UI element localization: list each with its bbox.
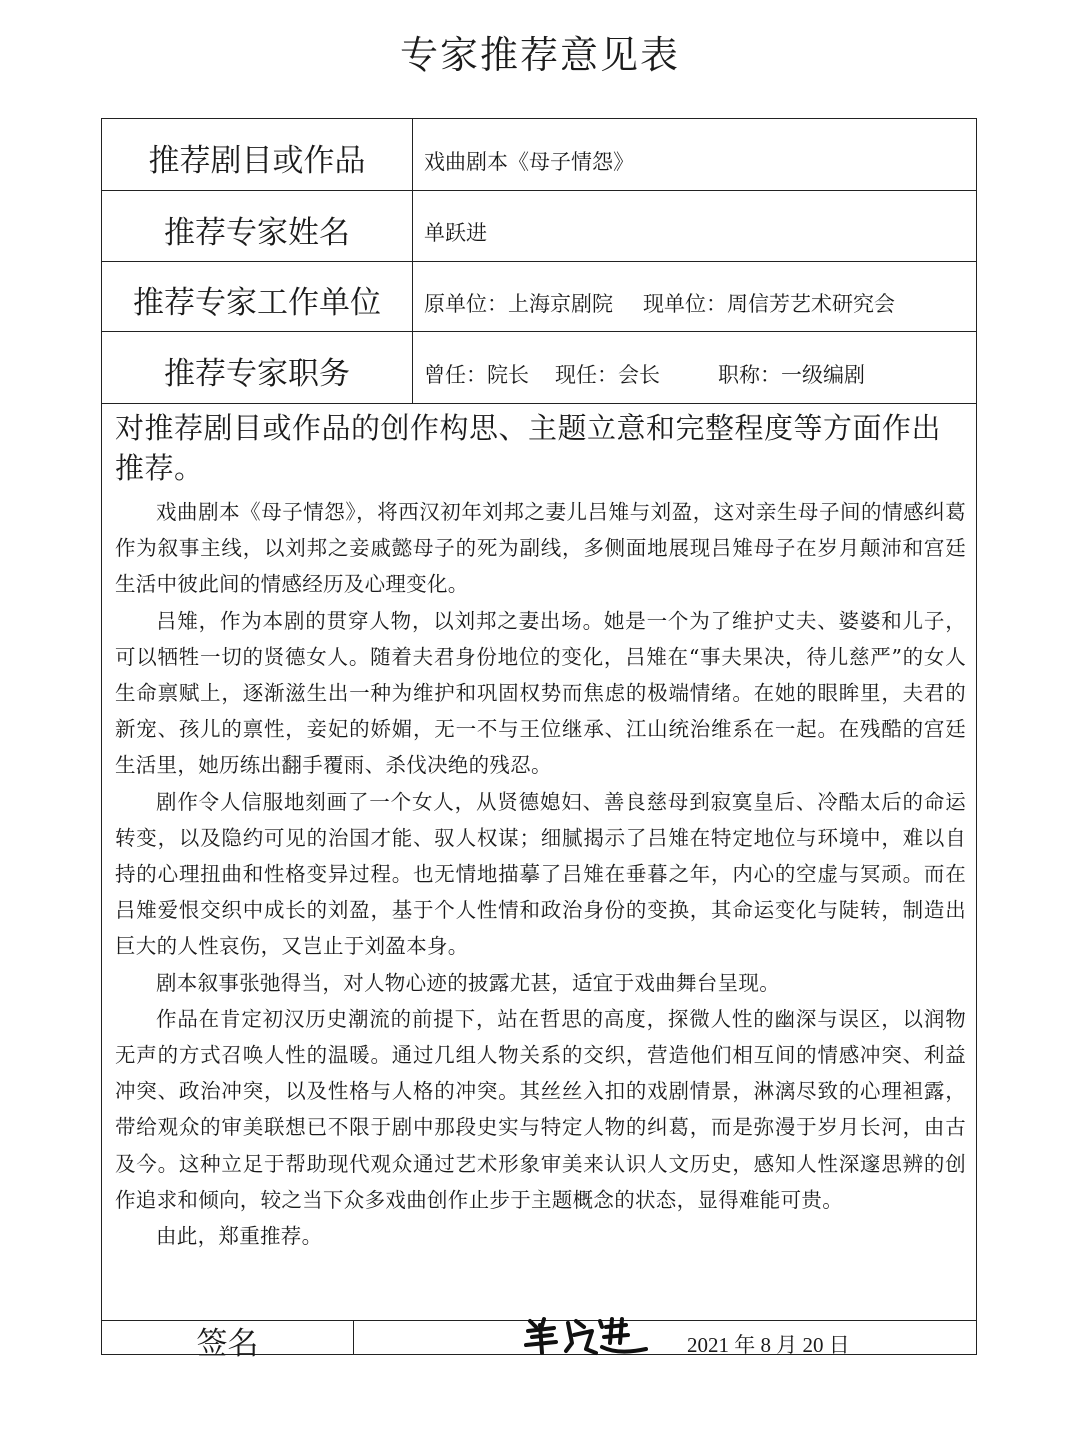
row-label: 推荐专家姓名 (102, 191, 413, 261)
row-expert-position (102, 332, 976, 403)
page-title: 专家推荐意见表 (399, 33, 680, 77)
row-label: 推荐剧目或作品 (102, 119, 413, 190)
former-position: 曾任：院长 (424, 362, 529, 387)
current-position: 现任：会长 (555, 362, 660, 387)
row-label: 推荐专家工作单位 (102, 262, 413, 331)
paragraph: 作品在肯定初汉历史潮流的前提下，站在哲思的高度，探微人性的幽深与误区，以润物无声的方式召唤人性的温暖。通过几组人物关系的交织，营造他们相互间的情感冲突、利益冲突、政治冲突，以及性格与人格的冲突。其丝丝入扣的戏剧情景，淋漓尽致的心理袒露，带给观众的审美联想已不限于剧中那段史实与特定人物的纠葛，而是弥漫于岁月长河，由古及今。这种立足于帮助现代观众通过艺术形象审美来认识人文历史，感知人性深邃思辨的创作追求和倾向，较之当下众多戏曲创作止步于主题概念的状态，显得难能可贵。 (115, 1006, 966, 1212)
handwritten-signature (522, 1313, 652, 1359)
former-workplace: 原单位：上海京剧院 (424, 291, 613, 316)
current-workplace: 现单位：周信芳艺术研究会 (643, 291, 895, 316)
row-expert-workplace (102, 262, 976, 332)
paragraph: 剧作令人信服地刻画了一个女人，从贤德媳妇、善良慈母到寂寞皇后、冷酷太后的命运转变，以及隐约可见的治国才能、驭人权谋；细腻揭示了吕雉在特定地位与环境中，难以自持的心理扭曲和性格变异过程。也无情地描摹了吕雉在垂暮之年，内心的空虚与冥顽。而在吕雉爱恨交织中成长的刘盈，基于个人性情和政治身份的变换，其命运变化与陡转，制造出巨大的人性哀伤，又岂止于刘盈本身。 (115, 789, 966, 959)
recommendation-form (101, 118, 977, 1362)
paragraph: 剧本叙事张弛得当，对人物心迹的披露尤甚，适宜于戏曲舞台呈现。 (156, 970, 780, 995)
paragraph: 由此，郑重推荐。 (156, 1224, 323, 1249)
signature-label: 签名 (102, 1321, 354, 1354)
row-expert-name (102, 191, 976, 262)
paragraph: 吕雉，作为本剧的贯穿人物，以刘邦之妻出场。她是一个为了维护丈夫、婆婆和儿子，可以牺牲一切的贤德女人。随着夫君身份地位的变化，吕雉在“事夫果决，待儿慈严”的女人生命禀赋上，逐渐滋生出一种为维护和巩固权势而焦虑的极端情绪。在她的眼眸里，夫君的新宠、孩儿的禀性，妾妃的娇媚，无一不与王位继承、江山统治维系在一起。在残酷的宫廷生活里，她历练出翻手覆雨、杀伐决绝的残忍。 (115, 608, 966, 778)
professional-title: 职称：一级编剧 (718, 362, 865, 387)
paragraph: 戏曲剧本《母子情怨》，将西汉初年刘邦之妻儿吕雉与刘盈，这对亲生母子间的情感纠葛作为叙事主线，以刘邦之妾戚懿母子的死为副线，多侧面地展现吕雉母子在岁月颠沛和宫廷生活中彼此间的情感经历及心理变化。 (115, 500, 966, 597)
row-label: 推荐专家职务 (102, 332, 413, 403)
signature-date: 2021 年 8 月 20 日 (687, 1333, 850, 1357)
row-recommended-work (102, 119, 976, 191)
row-value: 单跃进 (424, 221, 487, 245)
row-value: 戏曲剧本《母子情怨》 (424, 149, 634, 174)
row-value (424, 262, 966, 337)
row-value (424, 332, 966, 409)
section-prompt: 对推荐剧目或作品的创作构思、主题立意和完整程度等方面作出推荐。 (115, 411, 942, 485)
signature-row (102, 1321, 976, 1362)
recommendation-body (102, 403, 976, 1321)
